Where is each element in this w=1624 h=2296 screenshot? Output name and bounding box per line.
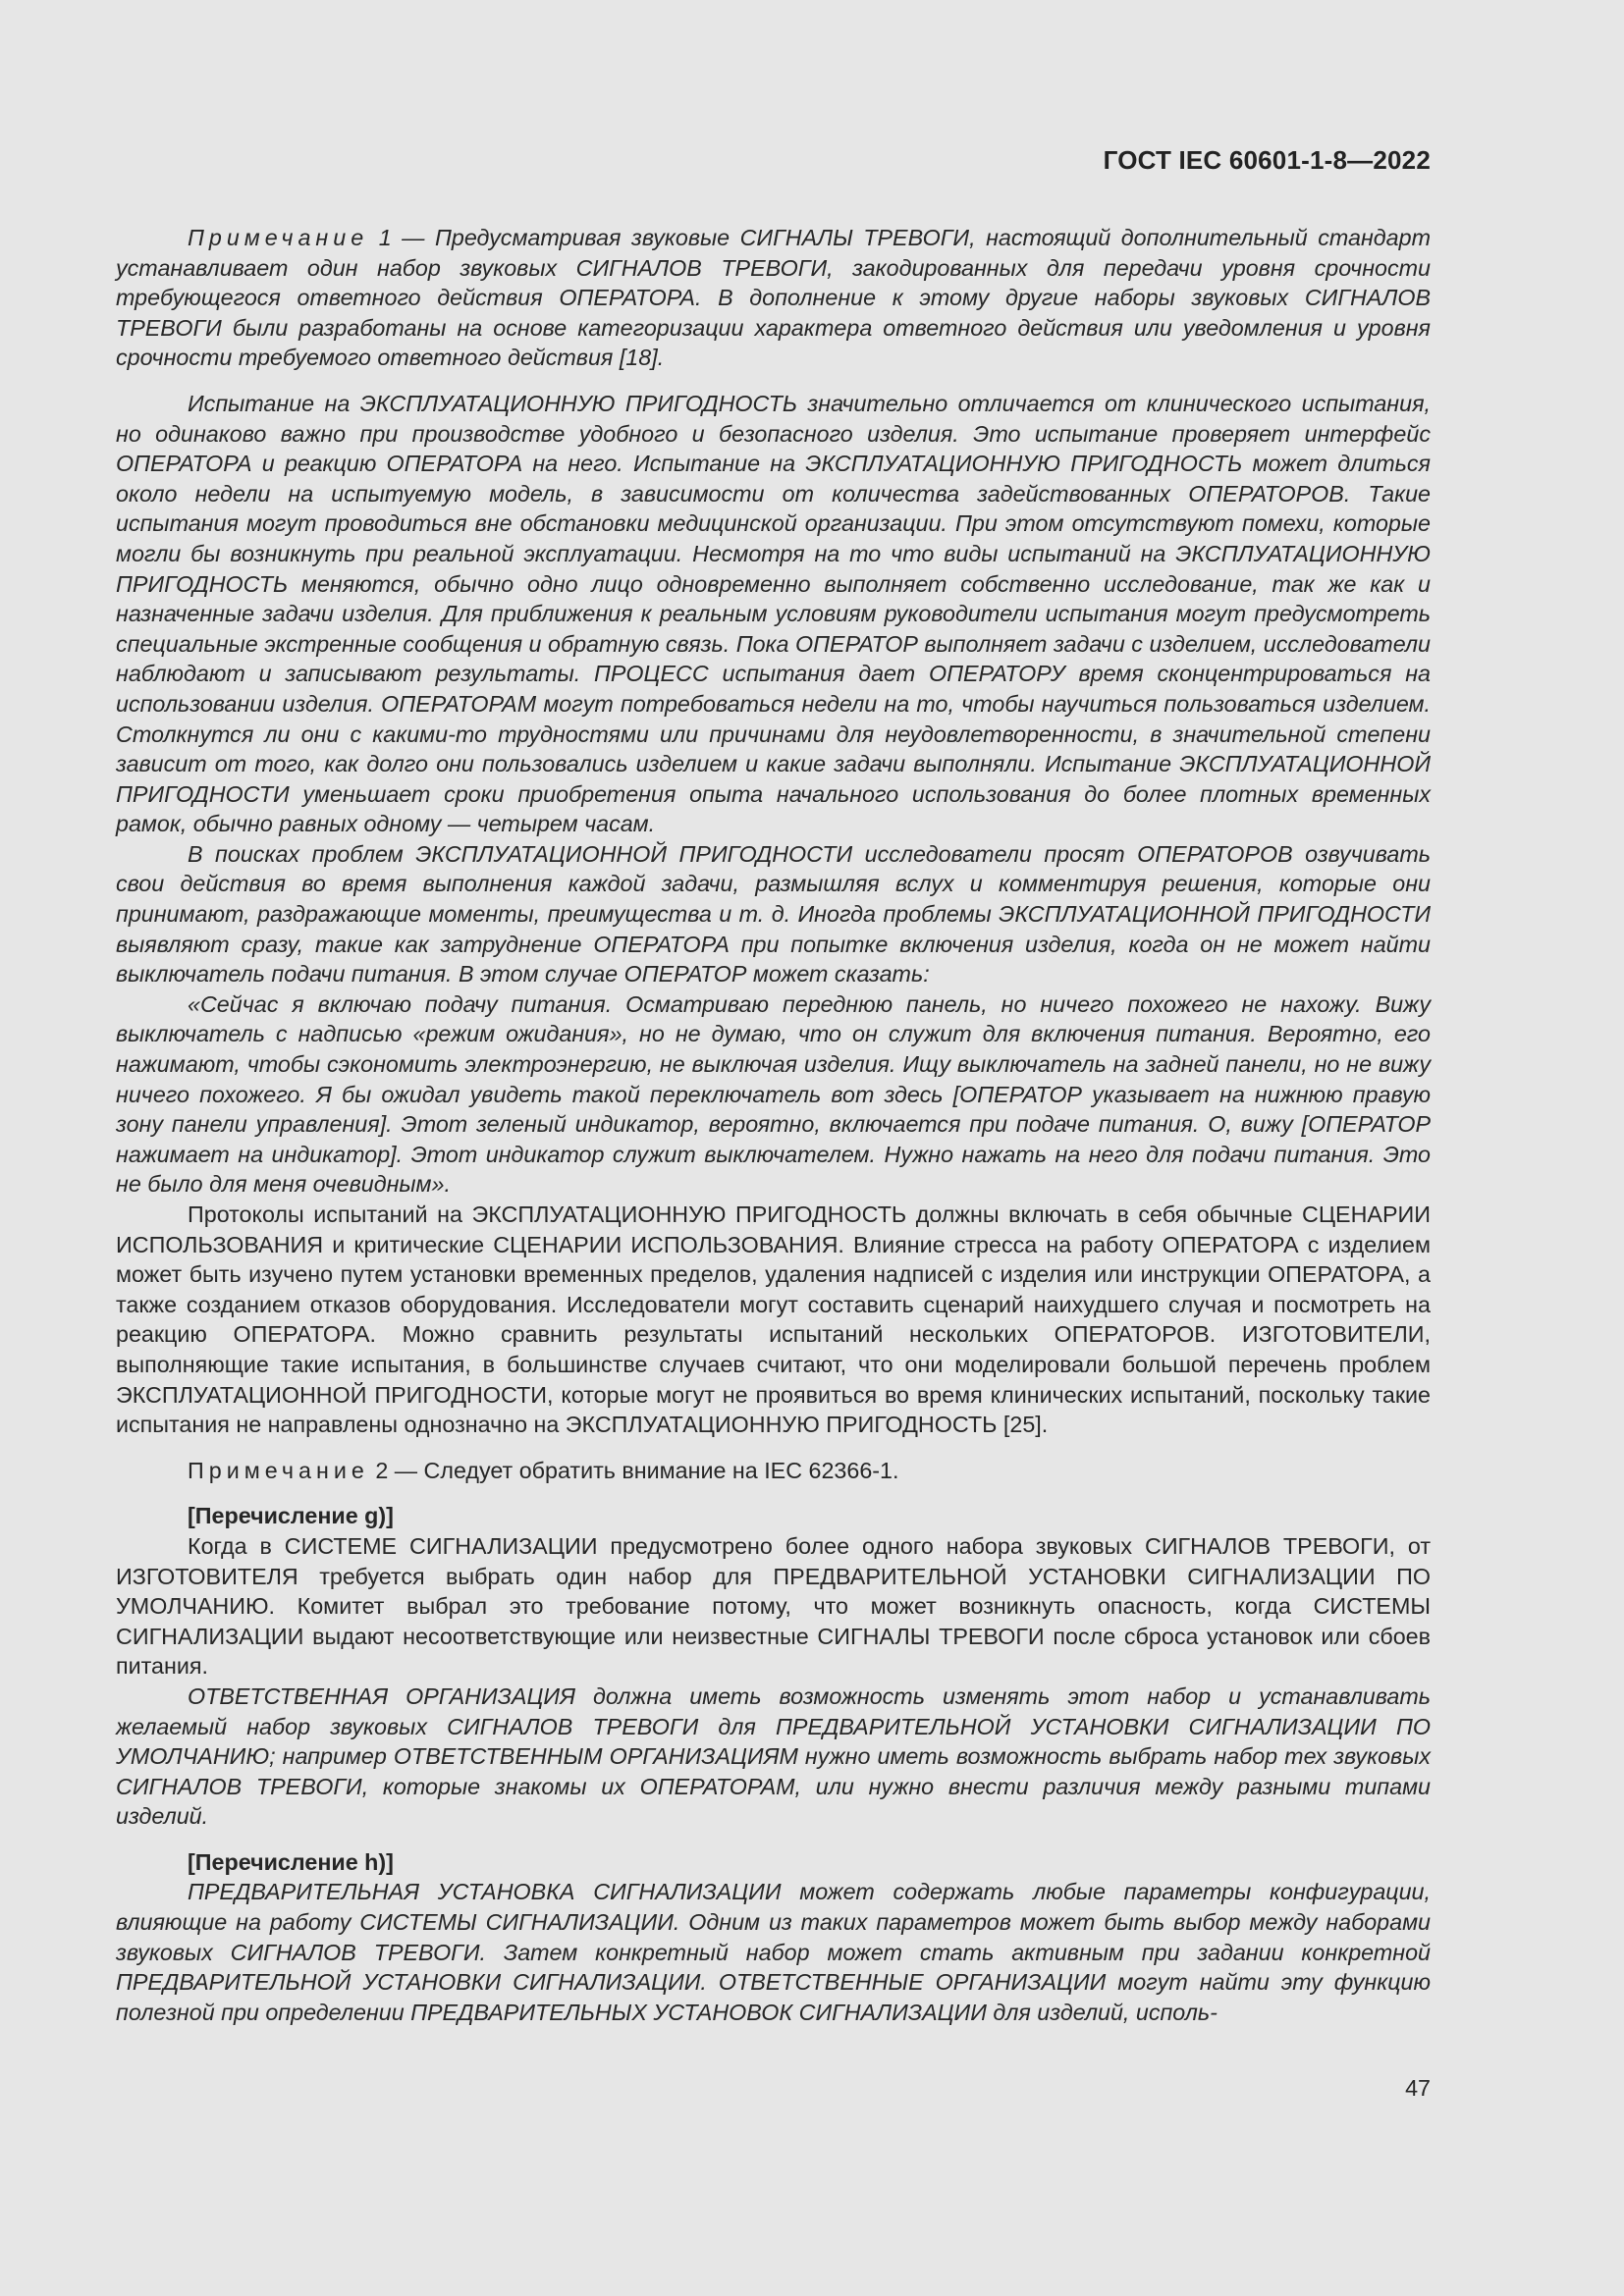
note-2-label: Примечание bbox=[188, 1457, 369, 1483]
note-1 bbox=[116, 223, 1431, 373]
paragraph-usability-problems: В поисках проблем ЭКСПЛУАТАЦИОННОЙ ПРИГОДНОСТИ исследователи просят ОПЕРАТОРОВ озвучивать свои действия во время выполнения каждой задачи, размышляя вслух и комментируя решения, которые они принимают, раздражающие моменты, преимущества и т. д. Иногда проблемы ЭКСПЛУАТАЦИОННОЙ ПРИГОДНОСТИ выявляют сразу, такие как затруднение ОПЕРАТОРА при попытке включения изделия, когда он не может найти выключатель подачи питания. В этом случае ОПЕРАТОР может сказать: bbox=[116, 840, 1431, 988]
section-h-heading: [Перечисление h)] bbox=[188, 1848, 394, 1875]
section-g-heading: [Перечисление g)] bbox=[188, 1503, 394, 1529]
note-2-text: 2 — Следует обратить внимание на IEC 62366-1. bbox=[368, 1457, 899, 1483]
note-1-label: Примечание bbox=[188, 225, 369, 250]
section-h-paragraph-1: ПРЕДВАРИТЕЛЬНАЯ УСТАНОВКА СИГНАЛИЗАЦИИ может содержать любые параметры конфигурации, влияющие на работу СИСТЕМЫ СИГНАЛИЗАЦИИ. Одним из таких параметров может быть выбор между наборами звуковых СИГНАЛОВ ТРЕВОГИ. Затем конкретный набор может стать активным при задании конкретной ПРЕДВАРИТЕЛЬНОЙ УСТАНОВКИ СИГНАЛИЗАЦИИ. ОТВЕТСТВЕННЫЕ ОРГАНИЗАЦИИ могут найти эту функцию полезной при определении ПРЕДВАРИТЕЛЬНЫХ УСТАНОВОК СИГНАЛИЗАЦИИ для изделий, исполь- bbox=[116, 1879, 1431, 2025]
note-2 bbox=[116, 1456, 1431, 1486]
paragraph-test-protocols: Протоколы испытаний на ЭКСПЛУАТАЦИОННУЮ ПРИГОДНОСТЬ должны включать в себя обычные СЦЕНАРИИ ИСПОЛЬЗОВАНИЯ и критические СЦЕНАРИИ ИСПОЛЬЗОВАНИЯ. Влияние стресса на работу ОПЕРАТОРА с изделием может быть изучено путем установки временных пределов, удаления надписей с изделия или инструкции ОПЕРАТОРА, а также созданием отказов оборудования. Исследователи могут составить сценарий наихудшего случая и посмотреть на реакцию ОПЕРАТОРА. Можно сравнить результаты испытаний нескольких ОПЕРАТОРОВ. ИЗГОТОВИТЕЛИ, выполняющие такие испытания, в большинстве случаев считают, что они моделировали большой перечень проблем ЭКСПЛУАТАЦИОННОЙ ПРИГОДНОСТИ, которые могут не проявиться во время клинических испытаний, поскольку такие испытания не направлены однозначно на ЭКСПЛУАТАЦИОННУЮ ПРИГОДНОСТЬ [25]. bbox=[116, 1201, 1431, 1438]
document-body bbox=[116, 223, 1431, 2027]
section-g-paragraph-2: ОТВЕТСТВЕННАЯ ОРГАНИЗАЦИЯ должна иметь возможность изменять этот набор и устанавливать желаемый набор звуковых СИГНАЛОВ ТРЕВОГИ для ПРЕДВАРИТЕЛЬНОЙ УСТАНОВКИ СИГНАЛИЗАЦИИ ПО УМОЛЧАНИЮ; например ОТВЕТСТВЕННЫМ ОРГАНИЗАЦИЯМ нужно иметь возможность выбрать набор тех звуковых СИГНАЛОВ ТРЕВОГИ, которые знакомы их ОПЕРАТОРАМ, или нужно внести различия между разными типами изделий. bbox=[116, 1682, 1431, 1830]
note-1-text: 1 — Предусматривая звуковые СИГНАЛЫ ТРЕВОГИ, настоящий дополнительный стандарт устанавливает один набор звуковых СИГНАЛОВ ТРЕВОГИ, закодированных для передачи уровня срочности требующегося ответного действия ОПЕРАТОРА. В дополнение к этому другие наборы звуковых СИГНАЛОВ ТРЕВОГИ были разработаны на основе категоризации характера ответного действия или уведомления и уровня срочности требуемого ответного действия [18]. bbox=[116, 225, 1431, 371]
paragraph-operator-quote: «Сейчас я включаю подачу питания. Осматриваю переднюю панель, но ничего похожего не нахожу. Вижу выключатель с надписью «режим ожидания», но не думаю, что он служит для включения питания. Вероятно, его нажимают, чтобы сэкономить электроэнергию, не выключая изделия. Ищу выключатель на задней панели, но не вижу ничего похожего. Я бы ожидал увидеть такой переключатель вот здесь [ОПЕРАТОР указывает на нижнюю правую зону панели управления]. Этот зеленый индикатор, вероятно, включается при подаче питания. О, вижу [ОПЕРАТОР нажимает на индикатор]. Этот индикатор служит выключателем. Нужно нажать на него для подачи питания. Это не было для меня очевидным». bbox=[116, 990, 1431, 1198]
document-header: ГОСТ IEC 60601-1-8—2022 bbox=[1103, 145, 1431, 175]
page-number: 47 bbox=[1405, 2075, 1431, 2101]
section-g-paragraph-1: Когда в СИСТЕМЕ СИГНАЛИЗАЦИИ предусмотрено более одного набора звуковых СИГНАЛОВ ТРЕВОГИ, от ИЗГОТОВИТЕЛЯ требуется выбрать один набор для ПРЕДВАРИТЕЛЬНОЙ УСТАНОВКИ СИГНАЛИЗАЦИИ ПО УМОЛЧАНИЮ. Комитет выбрал это требование потому, что может возникнуть опасность, когда СИСТЕМЫ СИГНАЛИЗАЦИИ выдают несоответствующие или неизвестные СИГНАЛЫ ТРЕВОГИ после сброса установок или сбоев питания. bbox=[116, 1532, 1431, 1680]
paragraph-usability-testing: Испытание на ЭКСПЛУАТАЦИОННУЮ ПРИГОДНОСТЬ значительно отличается от клинического испытания, но одинаково важно при производстве удобного и безопасного изделия. Это испытание проверяет интерфейс ОПЕРАТОРА и реакцию ОПЕРАТОРА на него. Испытание на ЭКСПЛУАТАЦИОННУЮ ПРИГОДНОСТЬ может длиться около недели на испытуемую модель, в зависимости от количества задействованных ОПЕРАТОРОВ. Такие испытания могут проводиться вне обстановки медицинской организации. При этом отсутствуют помехи, которые могли бы возникнуть при реальной эксплуатации. Несмотря на то что виды испытаний на ЭКСПЛУАТАЦИОННУЮ ПРИГОДНОСТЬ меняются, обычно одно лицо одновременно выполняет собственно исследование, так же как и назначенные задачи изделия. Для приближения к реальным условиям руководители испытания могут предусмотреть специальные экстренные сообщения и обратную связь. Пока ОПЕРАТОР выполняет задачи с изделием, исследователи наблюдают и записывают результаты. ПРОЦЕСС испытания дает ОПЕРАТОРУ время сконцентрироваться на использовании изделия. ОПЕРАТОРАМ могут потребоваться недели на то, чтобы научиться пользоваться изделием. Столкнутся ли они с какими-то трудностями или причинами для неудовлетворенности, в значительной степени зависит от того, как долго они пользовались изделием и какие задачи выполняли. Испытание ЭКСПЛУАТАЦИОННОЙ ПРИГОДНОСТИ уменьшает сроки приобретения опыта начального использования до более плотных временных рамок, обычно равных одному — четырем часам. bbox=[116, 390, 1431, 837]
